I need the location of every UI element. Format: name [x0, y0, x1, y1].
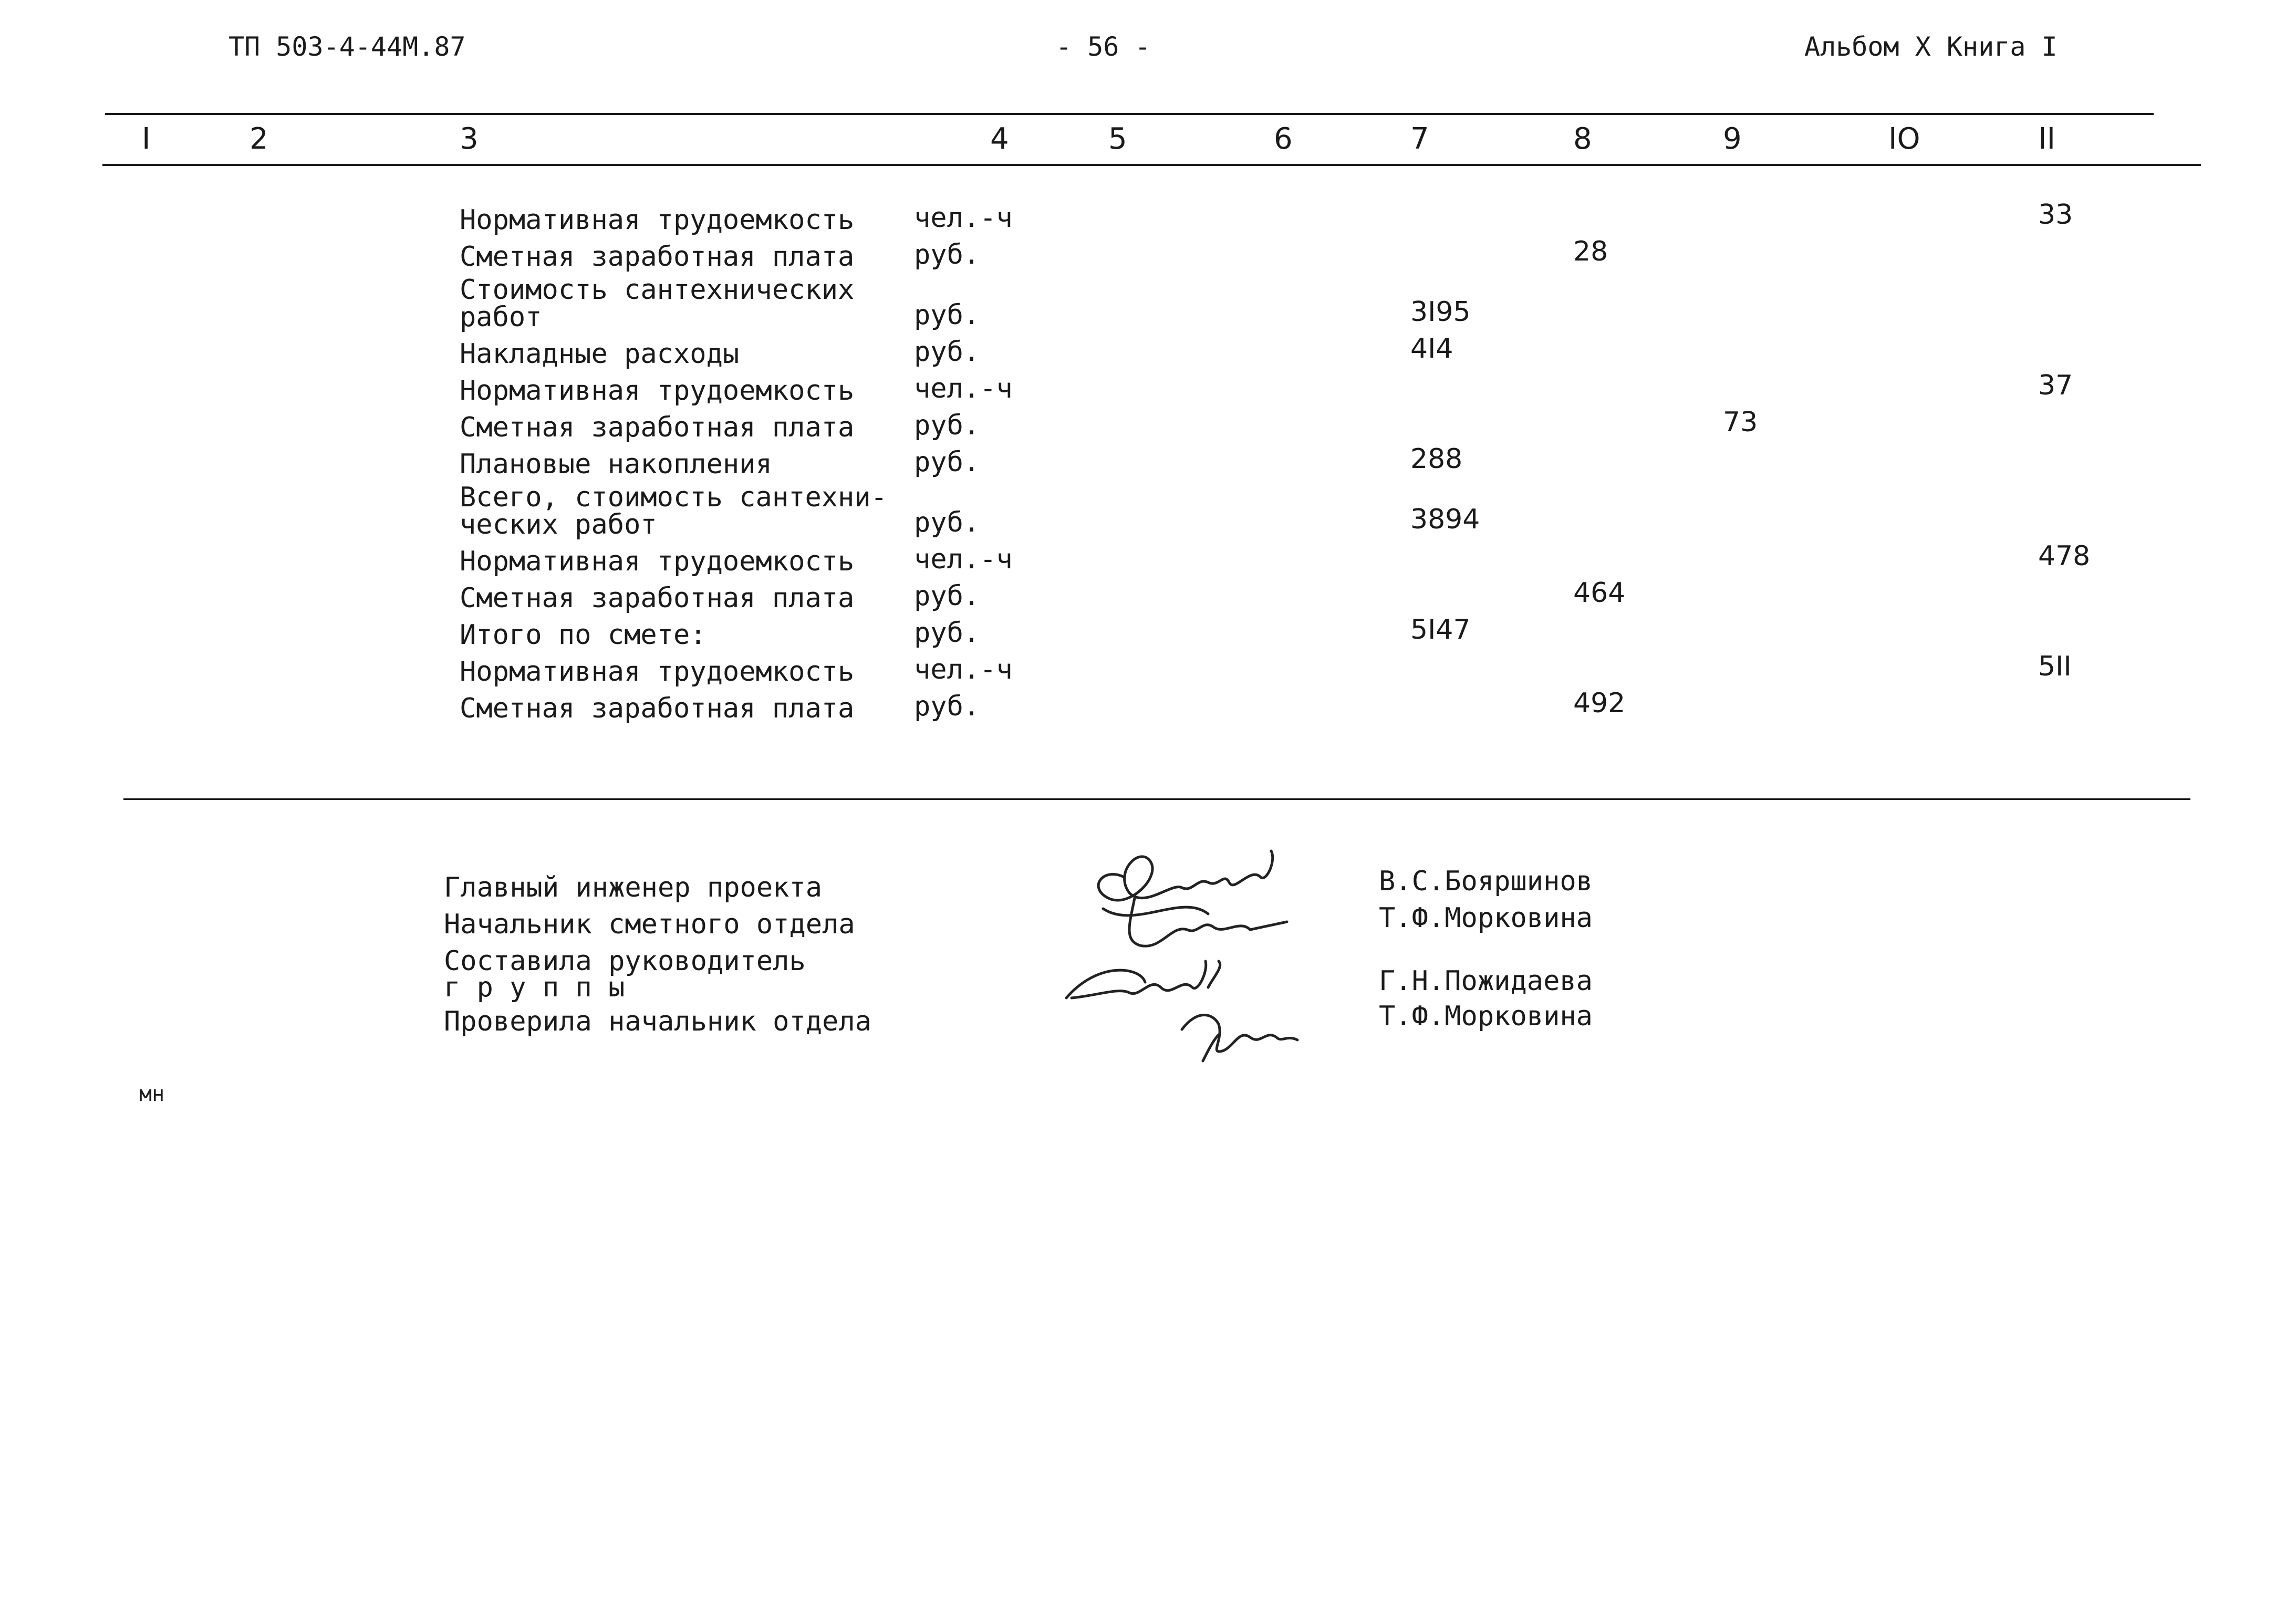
- table-row: [0, 612, 2296, 649]
- table-row: [0, 685, 2296, 722]
- document-code: ТП 503-4-44М.87: [228, 32, 466, 62]
- row-label: Сметная заработная плата: [460, 693, 855, 724]
- signature-stroke: [1098, 851, 1273, 900]
- row-label: Сметная заработная плата: [460, 412, 855, 443]
- row-value-col7: 3894: [1410, 504, 1480, 535]
- signature-role: Начальник сметного отдела: [444, 909, 855, 940]
- page-number: - 56 -: [1056, 32, 1151, 62]
- signature-name: В.С.Бояршинов: [1379, 866, 1593, 897]
- signature-stroke: [1066, 961, 1220, 998]
- signature-role: Проверила начальник отдела: [444, 1006, 871, 1037]
- album-info: Альбом X Книга I: [1804, 32, 2058, 62]
- column-number-3: 3: [460, 122, 479, 156]
- column-number-10: IO: [1888, 122, 1920, 156]
- row-value-col11: 478: [2038, 540, 2091, 572]
- table-row: [0, 538, 2296, 575]
- table-bottom-rule: [123, 798, 2190, 800]
- column-number-6: 6: [1274, 122, 1293, 156]
- signature-role: Главный инженер проекта: [444, 872, 823, 903]
- table-row: [0, 404, 2296, 441]
- table-top-rule: [105, 113, 2154, 115]
- row-unit: руб.: [914, 239, 980, 270]
- column-number-1: I: [142, 122, 151, 156]
- row-label: Стоимость сантехнических работ: [460, 274, 855, 333]
- row-unit: чел.-ч: [914, 202, 1013, 234]
- row-value-col8: 464: [1573, 577, 1626, 609]
- row-unit: руб.: [914, 299, 980, 331]
- column-number-8: 8: [1573, 122, 1592, 156]
- row-label: Сметная заработная плата: [460, 582, 855, 614]
- row-unit: чел.-ч: [914, 654, 1013, 685]
- row-unit: руб.: [914, 691, 980, 722]
- row-value-col11: 5II: [2038, 651, 2072, 682]
- signature-role: Составила руководитель: [444, 945, 806, 977]
- row-label: Нормативная трудоемкость: [460, 375, 855, 407]
- table-row: [0, 234, 2296, 273]
- table-row: [0, 274, 2296, 333]
- row-value-col7: 4I4: [1410, 333, 1453, 365]
- row-label: Сметная заработная плата: [460, 241, 855, 273]
- row-label: Нормативная трудоемкость: [460, 204, 855, 236]
- column-number-4: 4: [990, 122, 1009, 156]
- column-number-9: 9: [1723, 122, 1742, 156]
- table-header-rule: [102, 164, 2201, 166]
- row-unit: руб.: [914, 446, 980, 478]
- row-label: Нормативная трудоемкость: [460, 656, 855, 688]
- row-unit: руб.: [914, 507, 980, 538]
- handwritten-signatures: [1024, 830, 1350, 1071]
- row-value-col11: 37: [2038, 370, 2073, 401]
- row-value-col7: 3I95: [1410, 296, 1471, 328]
- row-value-col7: 5I47: [1410, 614, 1471, 646]
- table-row: [0, 441, 2296, 478]
- row-unit: чел.-ч: [914, 373, 1013, 404]
- row-value-col8: 28: [1573, 236, 1608, 267]
- row-label: Нормативная трудоемкость: [460, 546, 855, 577]
- signature-stroke: [1103, 898, 1287, 946]
- signature-name: Г.Н.Пожидаева: [1379, 965, 1593, 997]
- table-row: [0, 575, 2296, 612]
- row-unit: руб.: [914, 336, 980, 368]
- column-number-5: 5: [1108, 122, 1127, 156]
- column-number-7: 7: [1410, 122, 1429, 156]
- row-unit: руб.: [914, 580, 980, 612]
- row-value-col7: 288: [1410, 443, 1463, 475]
- row-label: Накладные расходы: [460, 338, 740, 370]
- table-row: [0, 649, 2296, 688]
- table-row: [0, 482, 2296, 540]
- table-row: [0, 197, 2296, 234]
- signature-role: г р у п п ы: [444, 972, 625, 1003]
- footer-marker: мн: [139, 1082, 165, 1106]
- row-value-col11: 33: [2038, 199, 2073, 231]
- row-label: Итого по смете:: [460, 619, 707, 651]
- signature-name: Т.Ф.Морковина: [1379, 902, 1593, 934]
- row-value-col8: 492: [1573, 688, 1626, 719]
- row-label: Плановые накопления: [460, 449, 772, 480]
- row-unit: руб.: [914, 617, 980, 649]
- table-row: [0, 331, 2296, 368]
- row-unit: чел.-ч: [914, 544, 1013, 575]
- column-number-2: 2: [250, 122, 268, 156]
- row-value-col9: 73: [1723, 407, 1758, 438]
- table-row: [0, 368, 2296, 407]
- row-unit: руб.: [914, 410, 980, 441]
- signature-name: Т.Ф.Морковина: [1379, 1001, 1593, 1032]
- row-label: Всего, стоимость сантехни- ческих работ: [460, 482, 887, 540]
- column-number-11: II: [2038, 122, 2056, 156]
- signature-stroke: [1182, 1015, 1297, 1062]
